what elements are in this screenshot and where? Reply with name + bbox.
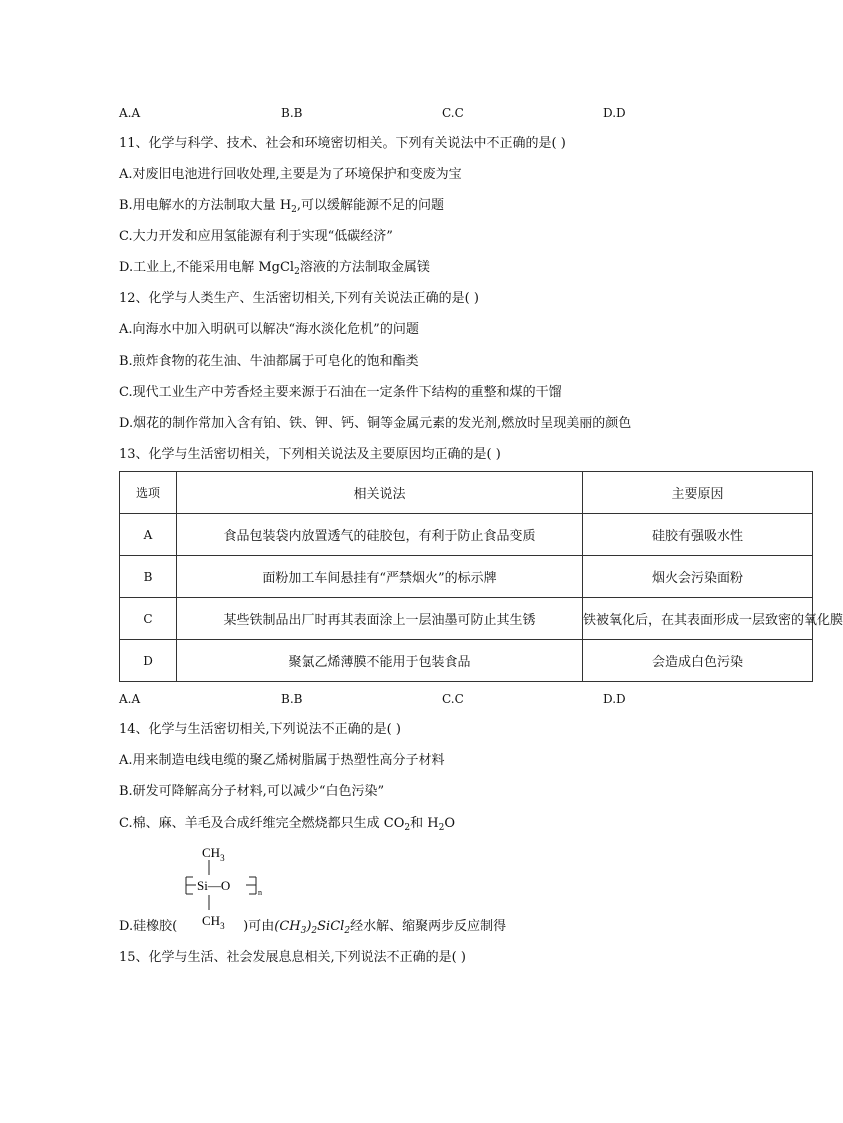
row-reason: 硅胶有强吸水性 xyxy=(583,514,813,556)
q12-option-a[interactable]: A.向海水中加入明矾可以解决“海水淡化危机”的问题 xyxy=(119,322,419,337)
q12-option-b[interactable]: B.煎炸食物的花生油、牛油都属于可皂化的饱和酯类 xyxy=(119,354,419,369)
table-row xyxy=(120,556,813,598)
row-statement: 聚氯乙烯薄膜不能用于包装食品 xyxy=(177,640,583,682)
q10-option-d[interactable]: D.D xyxy=(603,106,626,120)
q12-option-d[interactable]: D.烟花的制作常加入含有铂、铁、钾、钙、铜等金属元素的发光剂,燃放时呈现美丽的颜色 xyxy=(119,416,632,431)
q10-option-a[interactable]: A.A xyxy=(119,106,141,120)
q11-option-c[interactable]: C.大力开发和应用氢能源有利于实现“低碳经济” xyxy=(119,229,393,244)
q10-option-b[interactable]: B.B xyxy=(281,106,303,120)
q10-option-c[interactable]: C.C xyxy=(442,106,464,120)
q11-option-a[interactable]: A.对废旧电池进行回收处理,主要是为了环境保护和变废为宝 xyxy=(119,167,462,182)
q13-options xyxy=(119,692,759,708)
table-row xyxy=(120,598,813,640)
q11-b-text: B.用电解水的方法制取大量 H xyxy=(119,198,292,213)
structure-bottom-group: $CH_3$ xyxy=(202,913,225,931)
row-reason: 铁被氧化后，在其表面形成一层致密的氧化膜 xyxy=(583,598,813,640)
row-reason: 烟火会污染面粉 xyxy=(583,556,813,598)
q14-d-text: D.硅橡胶( xyxy=(119,919,178,934)
q13-option-a[interactable]: A.A xyxy=(119,692,141,706)
q13-stem: 13、化学与生活密切相关，下列相关说法及主要原因均正确的是( ) xyxy=(119,447,501,462)
q14-c-text-end: O xyxy=(444,816,455,831)
table-header-row xyxy=(120,472,813,514)
q14-d-text-mid: )可由 xyxy=(243,919,275,934)
structure-top-group: $CH_3$ xyxy=(202,845,225,863)
row-label: A xyxy=(120,514,177,556)
q11-b-text-end: ,可以缓解能源不足的问题 xyxy=(296,198,445,213)
q12-option-c[interactable]: C.现代工业生产中芳香烃主要来源于石油在一定条件下结构的重整和煤的干馏 xyxy=(119,385,562,400)
q13-option-c[interactable]: C.C xyxy=(442,692,464,706)
header-option: 选项 xyxy=(120,472,177,514)
q14-option-c[interactable] xyxy=(119,816,455,836)
table-row xyxy=(120,640,813,682)
table-row xyxy=(120,514,813,556)
row-label: C xyxy=(120,598,177,640)
header-reason: 主要原因 xyxy=(583,472,813,514)
header-statement: 相关说法 xyxy=(177,472,583,514)
q14-d-text-end: 经水解、缩聚两步反应制得 xyxy=(350,919,507,934)
row-statement: 食品包装袋内放置透气的硅胶包，有利于防止食品变质 xyxy=(177,514,583,556)
q11-stem: 11、化学与科学、技术、社会和环境密切相关。下列有关说法中不正确的是( ) xyxy=(119,136,566,151)
structure-n: n xyxy=(258,888,262,897)
row-statement: 某些铁制品出厂时再其表面涂上一层油墨可防止其生锈 xyxy=(177,598,583,640)
row-label: D xyxy=(120,640,177,682)
q11-option-d[interactable] xyxy=(119,260,430,280)
q15-stem: 15、化学与生活、社会发展息息相关,下列说法不正确的是( ) xyxy=(119,950,466,965)
q14-d-formula: $(CH_3)_2SiCl_2$ xyxy=(274,919,351,936)
q11-option-b[interactable] xyxy=(119,198,444,218)
q14-option-a[interactable]: A.用来制造电线电缆的聚乙烯树脂属于热塑性高分子材料 xyxy=(119,753,445,768)
row-reason: 会造成白色污染 xyxy=(583,640,813,682)
q11-d-sub: 2 xyxy=(294,267,300,277)
q14-c-sub1: 2 xyxy=(404,823,411,833)
q12-stem: 12、化学与人类生产、生活密切相关,下列有关说法正确的是( ) xyxy=(119,291,479,306)
q10-options xyxy=(119,106,759,122)
q14-option-b[interactable]: B.研发可降解高分子材料,可以减少“白色污染” xyxy=(119,784,385,799)
structure-center: Si—O xyxy=(197,878,231,893)
q14-stem: 14、化学与生活密切相关,下列说法不正确的是( ) xyxy=(119,722,401,737)
q14-c-text: C.棉、麻、羊毛及合成纤维完全燃烧都只生成 CO xyxy=(119,816,405,831)
q14-option-d[interactable] xyxy=(119,919,506,939)
q11-d-text-end: 溶液的方法制取金属镁 xyxy=(299,260,430,275)
q13-option-d[interactable]: D.D xyxy=(603,692,626,706)
q14-c-text-mid: 和 H xyxy=(410,816,439,831)
q13-option-b[interactable]: B.B xyxy=(281,692,303,706)
q14-c-sub2: 2 xyxy=(438,823,445,833)
q11-d-text: D.工业上,不能采用电解 MgCl xyxy=(119,260,295,275)
row-label: B xyxy=(120,556,177,598)
row-statement: 面粉加工车间悬挂有“严禁烟火”的标示牌 xyxy=(177,556,583,598)
q13-table xyxy=(119,471,843,682)
q11-b-sub: 2 xyxy=(291,205,297,215)
